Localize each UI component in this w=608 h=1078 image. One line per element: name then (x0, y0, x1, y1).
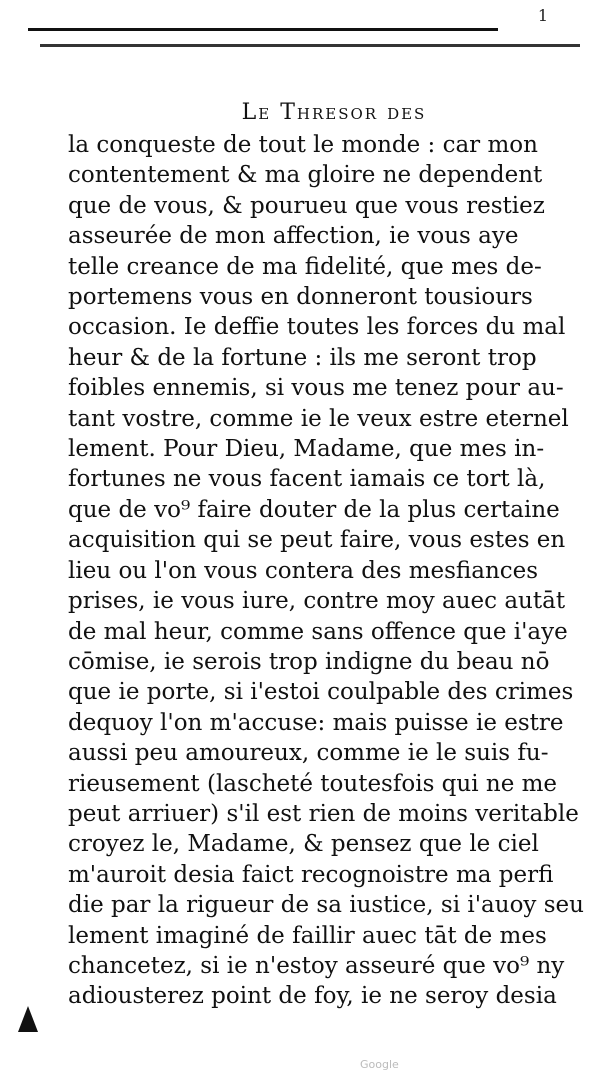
text-line: telle creance de ma fidelité, que mes de- (68, 253, 542, 280)
text-line: rieusement (lascheté toutesfois qui ne me (68, 770, 558, 797)
body-text (68, 130, 598, 1012)
text-line: aussi peu amoureux, comme ie le suis fu- (68, 740, 549, 767)
text-line: acquisition qui se peut faire, vous estes en (68, 527, 566, 554)
text-line: chancetez, si ie n'estoy asseuré que vo⁹ ny (68, 952, 565, 979)
text-line: portemens vous en donneront tousiours (68, 284, 533, 311)
text-line: cōmise, ie serois trop indigne du beau nō (68, 648, 550, 675)
text-line: die par la rigueur de sa iustice, si i'auoy seu (68, 892, 584, 919)
text-line: fortunes ne vous facent iamais ce tort là, (68, 466, 546, 493)
running-head: Le Thresor des (241, 100, 427, 125)
text-line: lement imaginé de faillir auec tāt de mes (68, 922, 547, 949)
top-rule (28, 28, 498, 31)
text-line: que de vo⁹ faire douter de la plus certaine (68, 496, 560, 523)
text-line: dequoy l'on m'accuse: mais puisse ie estre (68, 709, 564, 736)
corner-mark-icon (18, 1006, 38, 1032)
text-line: tant vostre, comme ie le veux estre eternel (68, 405, 569, 432)
text-line: adiousterez point de foy, ie ne seroy desia (68, 983, 557, 1010)
text-line: asseurée de mon affection, ie vous aye (68, 223, 519, 250)
text-line: la conqueste de tout le monde : car mon (68, 132, 538, 158)
page-mark: 1 (537, 6, 548, 25)
text-line: que ie porte, si i'estoi coulpable des crimes (68, 679, 574, 706)
text-line: foibles ennemis, si vous me tenez pour au- (68, 375, 564, 402)
text-line: occasion. Ie deffie toutes les forces du mal (68, 314, 566, 341)
text-line: de mal heur, comme sans offence que i'aye (68, 618, 568, 645)
text-line: lement. Pour Dieu, Madame, que mes in- (68, 436, 545, 463)
text-line: contentement & ma gloire ne dependent (68, 162, 543, 189)
text-line: peut arriuer) s'il est rien de moins veritable (68, 800, 579, 827)
top-rule-secondary (40, 44, 580, 47)
text-line: croyez le, Madame, & pensez que le ciel (68, 831, 539, 858)
text-line: que de vous, & pourueu que vous restiez (68, 192, 545, 219)
text-line: m'auroit desia faict recognoistre ma perfi (68, 861, 554, 888)
text-line: heur & de la fortune : ils me seront trop (68, 344, 537, 371)
watermark: Google (360, 1058, 399, 1071)
text-line: prises, ie vous iure, contre moy auec autāt (68, 588, 566, 615)
text-line: lieu ou l'on vous contera des mesfiances (68, 557, 539, 584)
